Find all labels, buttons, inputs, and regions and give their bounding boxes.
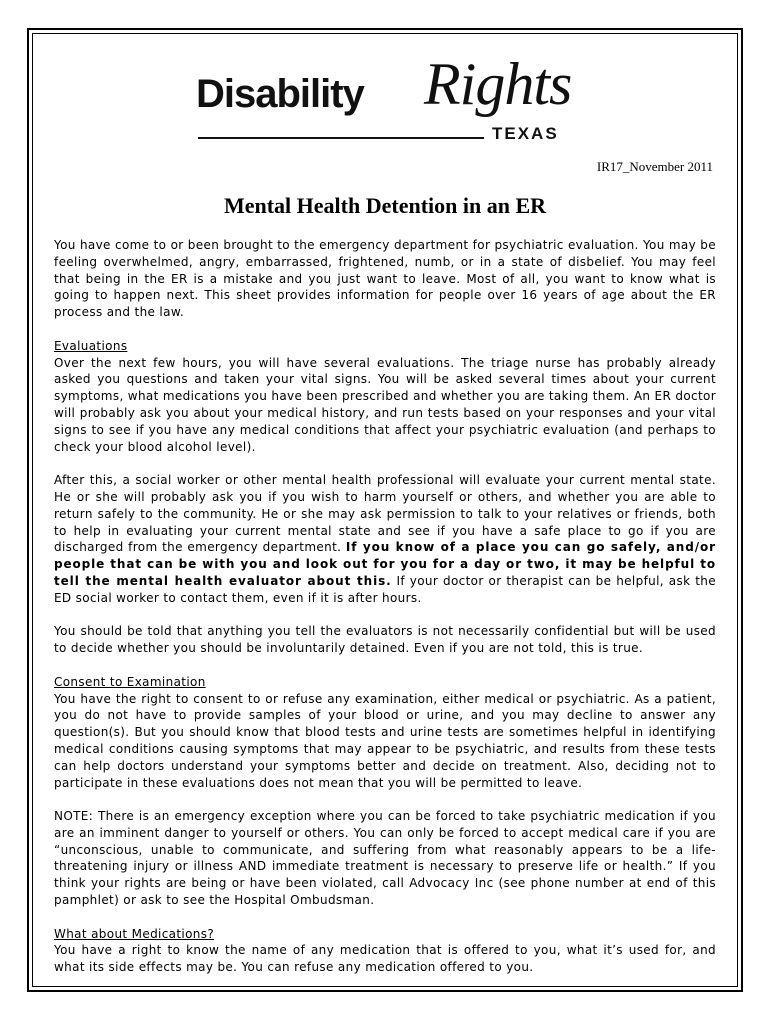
logo-word-texas: TEXAS — [492, 124, 559, 143]
evaluations-p2-end: If your doctor or therapist can be helpful, ask the ED social worker to contact them, even if it is after hours. — [54, 573, 716, 605]
logo-word-disability: Disability — [196, 72, 364, 116]
consent-note: NOTE: There is an emergency exception where you can be forced to take psychiatric medication if you are an imminent danger to yourself or others. You can only be forced to accept medical care if you are “unconscious, unable to communicate, and suffering from what reasonably appears to be a life-threatening injury or illness AND immediate treatment is necessary to preserve life or health.” If you think your rights are being or have been violated, call Advocacy Inc (see phone number at end of this pamphlet) or ask to see the Hospital Ombudsman. — [54, 809, 716, 908]
evaluations-paragraph-3: You should be told that anything you tell the evaluators is not necessarily confidential but will be used to decide whether you should be involuntarily detained. Even if you are not told, this is true. — [54, 624, 716, 656]
document-body — [54, 237, 716, 993]
consent-paragraph-1: You have the right to consent to or refuse any examination, either medical or psychiatric. As a patient, you do not have to provide samples of your blood or urine, and you may decline to answer any question(s). But you should know that blood tests and urine tests are sometimes helpful in identifying medical conditions causing symptoms that may appear to be psychiatric, and results from these tests can help doctors understand your symptoms better and decide on treatment. Also, deciding not to participate in these evaluations does not mean that you will be permitted to leave. — [54, 691, 716, 790]
section-heading-medications: What about Medications? — [54, 926, 215, 941]
intro-paragraph: You have come to or been brought to the emergency department for psychiatric evaluation. You may be feeling overwhelmed, angry, embarrassed, frightened, numb, or in a state of disbelief. You may feel that being in the ER is a mistake and you just want to leave. Most of all, you want to know what is going to happen next. This sheet provides information for people over 16 years of age about the ER process and the law. — [54, 238, 716, 320]
medications-section — [54, 926, 716, 976]
page-title: Mental Health Detention in an ER — [223, 193, 547, 218]
evaluations-p2-bold: If you know of a place you can go safely, and/or people that can be with you and look out for you for a day or two, it may be helpful to tell the mental health evaluator about this. — [54, 540, 716, 588]
disability-rights-texas-logo — [196, 50, 576, 150]
logo-word-rights: Rights — [424, 51, 572, 117]
section-heading-consent: Consent to Examination — [54, 674, 206, 689]
evaluations-section — [54, 338, 716, 456]
evaluations-paragraph-1: Over the next few hours, you will have several evaluations. The triage nurse has probably already asked you questions and taken your vital signs. You will be asked several times about your current symptoms, what medications you have been prescribed and whether you are taking them. An ER doctor will probably ask you about your medical history, and run tests based on your responses and your vital signs to see if you have any medical conditions that affect your psychiatric evaluation (and perhaps to check your blood alcohol level). — [54, 355, 716, 454]
evaluations-paragraph-2 — [54, 472, 716, 606]
consent-section — [54, 674, 716, 792]
evaluations-p2-start: After this, a social worker or other mental health professional will evaluate your current mental state. He or she will probably ask you if you wish to harm yourself or others, and whether you are able to return safely to the community. He or she may ask permission to talk to your relatives or friends, both to help in evaluating your current mental state and see if you have a safe place to go if you are discharged from the emergency department. — [54, 473, 716, 555]
medications-paragraph-1: You have a right to know the name of any medication that is offered to you, what it’s used for, and what its side effects may be. You can refuse any medication offered to you. — [54, 943, 716, 975]
document-id: IR17_November 2011 — [596, 159, 713, 174]
section-heading-evaluations: Evaluations — [54, 338, 128, 353]
logo-rule — [198, 137, 484, 139]
